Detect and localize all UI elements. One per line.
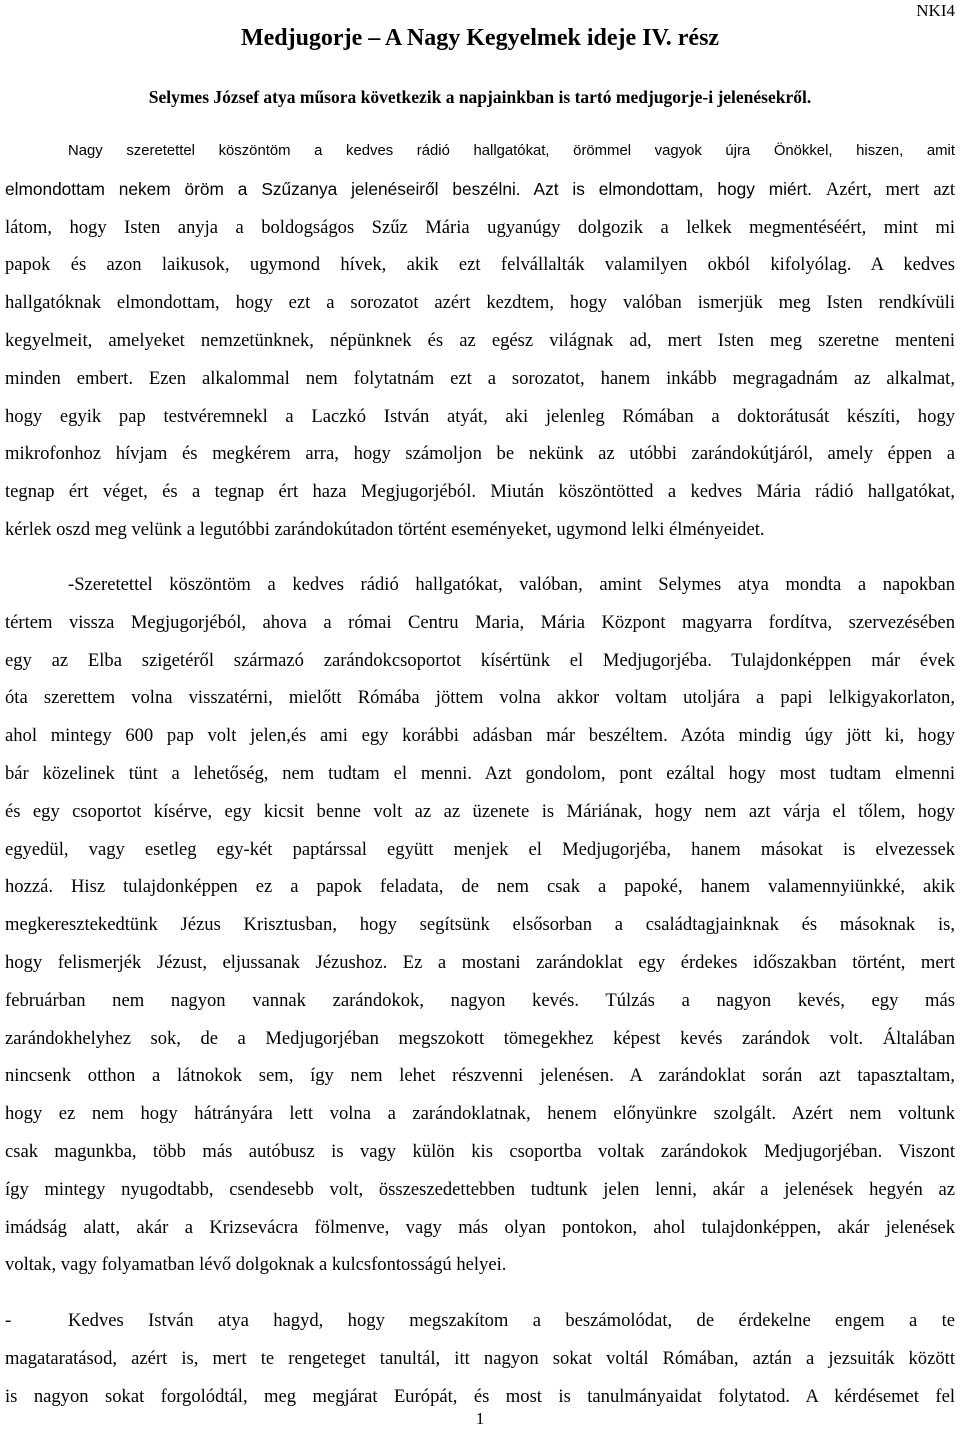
line-segment-sans: elmondottam nekem öröm a Szűzanya jelenéseiről beszélni. Azt is elmondottam, hogy miért.	[5, 178, 826, 199]
line-segment-serif: Azért, mert azt	[825, 178, 955, 200]
paragraph-line: tértem vissza Megjugorjéból, ahova a római Centru Maria, Mária Központ magyarra fordítva, szervezésében	[5, 611, 955, 633]
paragraph-line: megkeresztekedtünk Jézus Krisztusban, hogy segítsünk elsősorban a családtagjainknak és másoknak is,	[5, 914, 955, 936]
paragraph-line: is nagyon sokat forgolódtál, meg megjárat Európát, és most is tanulmányaidat folytatod. A kérdésemet fel	[5, 1385, 955, 1407]
paragraph-line: hogy egyik pap testvéremnekl a Laczkó István atyát, aki jelenleg Rómában a doktorátusát készíti, hogy	[5, 405, 955, 427]
paragraph-line: papok és azon laikusok, ugymond hívek, akik ezt felvállalták valamilyen okból kifolyólag. A kedves	[5, 254, 955, 276]
paragraph-line: hogy felismerjék Jézust, eljussanak Jézushoz. Ez a mostani zarándoklat egy érdekes időszakban történt, mert	[5, 951, 955, 973]
document-subtitle: Selymes József atya műsora következik a napjainkban is tartó medjugorje-i jelenésekről.	[148, 87, 812, 107]
document-code: NKI4	[916, 1, 955, 20]
paragraph-report	[5, 566, 955, 1284]
paragraph-line: óta szerettem volna visszatérni, mielőtt Rómába jöttem volna akkor voltam utoljára a papi lelkigyakorlaton,	[5, 687, 955, 709]
line-text: Kedves István atya hagyd, hogy megszakítom a beszámolódat, de érdekelne engem a te	[68, 1310, 955, 1331]
paragraph-line: hogy ez nem hogy hátrányára lett volna a zarándoklatnak, henem előnyünkre szolgált. Azért nem voltunk	[5, 1103, 955, 1125]
paragraph-line	[5, 171, 955, 209]
paragraph-line: így mintegy nyugodtabb, csendesebb volt, összeszedettebben tudtunk jelen lenni, akár a jelenések hegyén az	[5, 1178, 955, 1200]
paragraph-line: magataratásod, azért is, mert te rengeteget tanultál, itt nagyon sokat voltál Rómában, aztán a jezsuiták között	[5, 1347, 955, 1369]
paragraph-line: hallgatóknak elmondottam, hogy ezt a sorozatot azért kezdtem, hogy valóban ismerjük meg Isten rendkívüli	[5, 292, 955, 314]
paragraph-line: -Szeretettel köszöntöm a kedves rádió hallgatókat, valóban, amint Selymes atya mondta a napokban	[68, 574, 955, 595]
paragraph-line: bár közelinek tünt a lehetőség, nem tudtam el menni. Azt gondolom, pont ezáltal hogy most tudtam elmenni	[5, 762, 955, 784]
paragraph-line: februárban nem nagyon vannak zarándokok, nagyon kevés. Túlzás a nagyon kevés, egy más	[5, 989, 955, 1011]
paragraph-question	[5, 1302, 955, 1415]
paragraph-line: voltak, vagy folyamatban lévő dolgoknak a kulcsfontosságú helyei.	[5, 1254, 507, 1276]
paragraph-line: hozzá. Hisz tulajdonképpen ez a papok feladata, de nem csak a papoké, hanem valamennyiünkké, akik	[5, 876, 955, 898]
paragraph-line: egy az Elba szigetéről származó zarándokcsoportot kísértünk el Medjugorjéba. Tulajdonképpen már évek	[5, 649, 955, 671]
page-number: 1	[475, 1409, 485, 1428]
paragraph-line: nincsenk otthon a látnokok sem, így nem lehet részvenni jelenésen. A zarándoklat során azt tapasztaltam,	[5, 1065, 955, 1087]
paragraph-line	[5, 1302, 955, 1340]
paragraph-line: minden embert. Ezen alkalommal nem folytatnám ezt a sorozatot, hanem inkább megragadnám az alkalmat,	[5, 367, 955, 389]
paragraph-line: csak magunkba, több más autóbusz is vagy külön kis csoportba voltak zarándokok Medjugorjéban. Viszont	[5, 1140, 955, 1162]
list-dash-marker: -	[5, 1310, 12, 1331]
document-title: Medjugorje – A Nagy Kegyelmek ideje IV. rész	[240, 25, 720, 51]
paragraph-line: imádság alatt, akár a Krizsevácra fölmenve, vagy más olyan pontokon, ahol tulajdonképpen, akár jelenések	[5, 1216, 955, 1238]
paragraph-intro	[5, 133, 955, 549]
paragraph-line: zarándokhelyhez sok, de a Medjugorjéban megszokott tömegekhez képest kevés zarándok volt. Általában	[5, 1027, 955, 1049]
paragraph-line: Nagy szeretettel köszöntöm a kedves rádió hallgatókat, örömmel vagyok újra Önökkel, hiszen, amit	[68, 143, 955, 159]
paragraph-line: és egy csoportot kísérve, egy kicsit benne volt az az üzenete is Máriának, hogy nem azt várja el tőlem, hogy	[5, 800, 955, 822]
paragraph-line: ahol mintegy 600 pap volt jelen,és ami egy korábbi adásban már beszéltem. Azóta mindig úgy jött ki, hogy	[5, 725, 955, 747]
paragraph-line: kérlek oszd meg velünk a legutóbbi zarándokútadon történt eseményeket, ugymond lelki élményeidet.	[5, 518, 765, 540]
paragraph-line: tegnap ért véget, és a tegnap ért haza Megjugorjéból. Miután köszöntötted a kedves Mária rádió hallgatókat,	[5, 481, 955, 503]
paragraph-line: látom, hogy Isten anyja a boldogságos Szűz Mária ugyanúgy dolgozik a lelkek megmentéséért, mint mi	[5, 216, 955, 238]
paragraph-line: mikrofonhoz hívjam és megkérem arra, hogy számoljon be nekünk az utóbbi zarándokútjáról, amely éppen a	[5, 443, 955, 465]
paragraph-line: egyedül, vagy esetleg egy-két paptárssal együtt menjek el Medjugorjéba, hanem másokat is elvezessek	[5, 838, 955, 860]
paragraph-line: kegyelmeit, amelyeket nemzetünknek, népünknek és az egész világnak ad, mert Isten meg szeretne menteni	[5, 329, 955, 351]
